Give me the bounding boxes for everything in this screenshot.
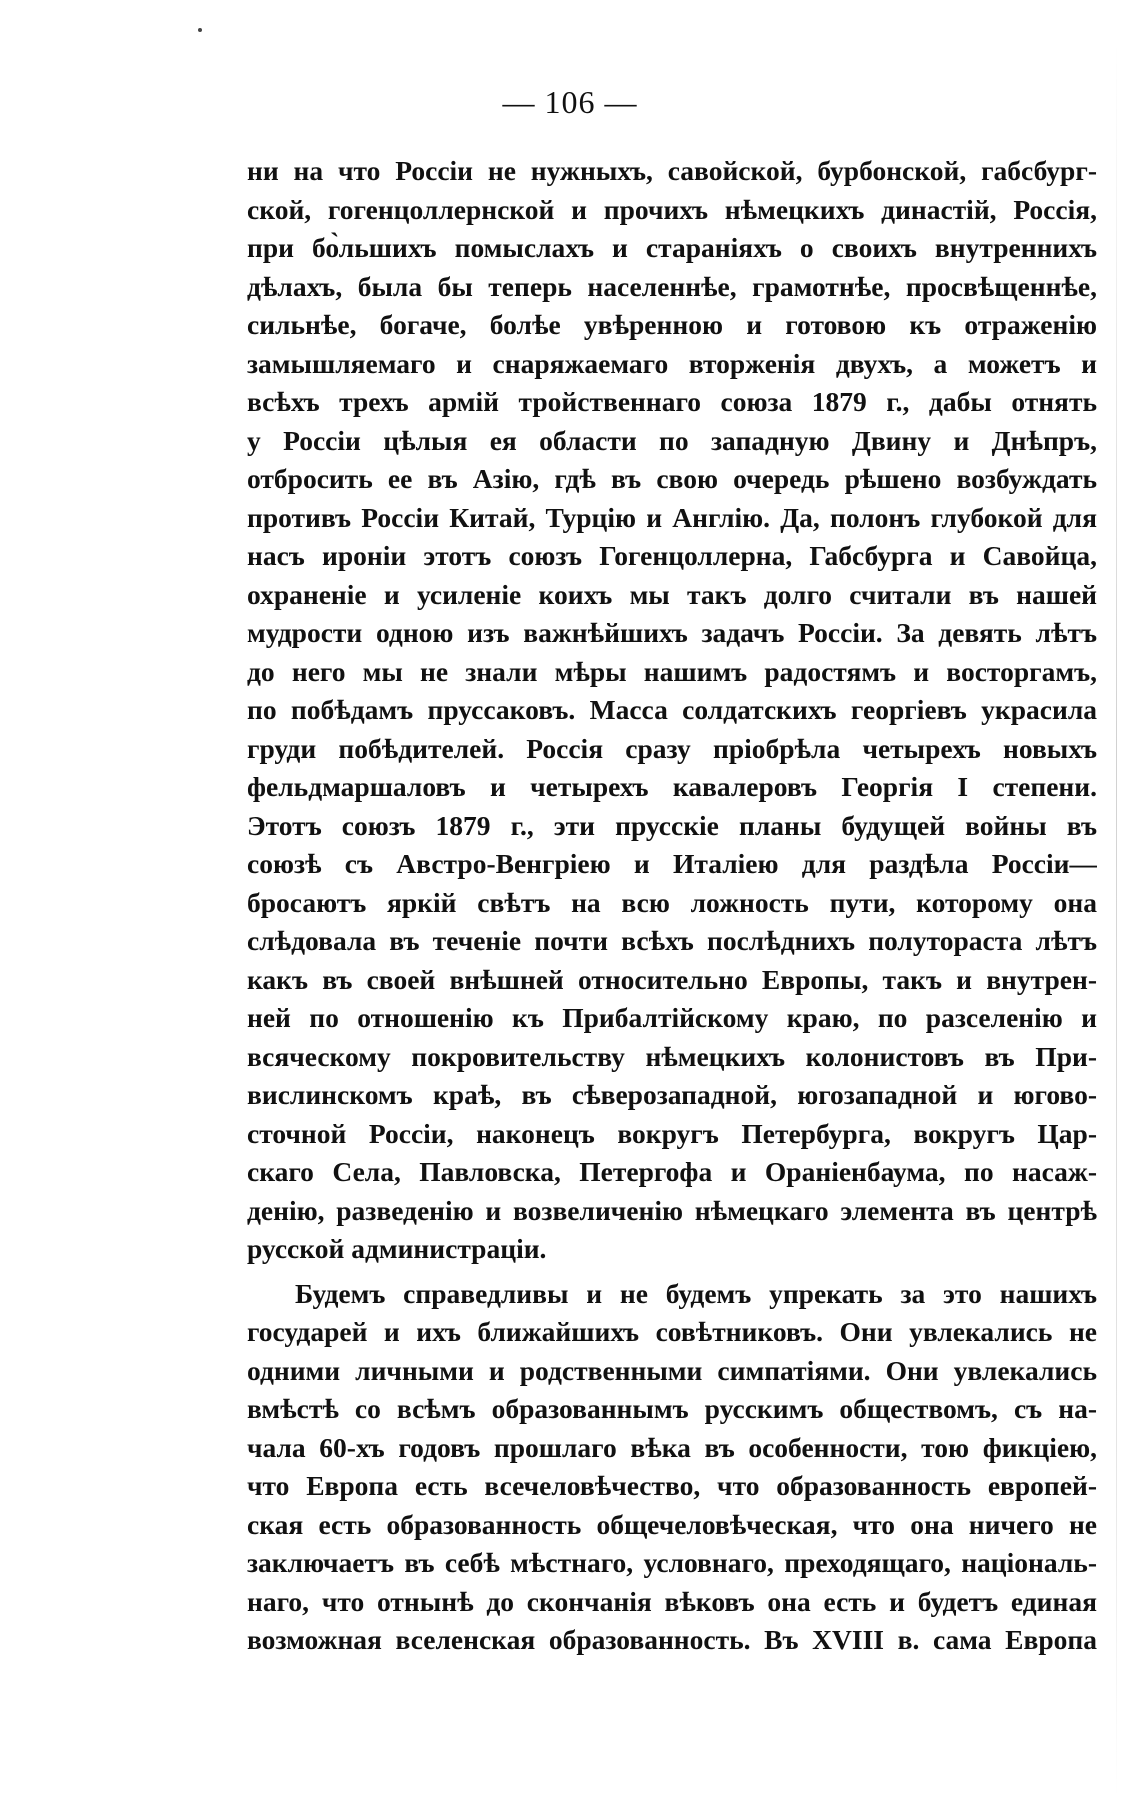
- text-line: груди побѣдителей. Россія сразу пріобрѣла четырехъ новыхъ: [247, 732, 1097, 764]
- text-line: всѣхъ трехъ армій тройственнаго союза 1879 г., дабы отнять: [247, 386, 1097, 417]
- text-line: ская есть образованность общечеловѣческая, что она ничего не: [247, 1508, 1097, 1540]
- text-line: Этотъ союзъ 1879 г., эти прусскіе планы будущей войны въ: [247, 809, 1097, 841]
- text-line: наго, что отнынѣ до скончанія вѣковъ она есть и будетъ единая: [247, 1585, 1097, 1617]
- text-line: отбросить ее въ Азію, гдѣ въ свою очередь рѣшено возбуждать: [247, 463, 1097, 494]
- text-line: государей и ихъ ближайшихъ совѣтниковъ. Они увлекались не: [247, 1316, 1097, 1347]
- text-line: мудрости одною изъ важнѣйшихъ задачъ Россіи. За девять лѣтъ: [247, 617, 1097, 648]
- text-line: насъ ироніи этотъ союзъ Гогенцоллерна, Габсбурга и Савойца,: [247, 540, 1097, 571]
- paragraph-1: [247, 152, 1097, 1269]
- text-line: вислинскомъ краѣ, въ сѣверозападной, югозападной и югово-: [247, 1079, 1097, 1110]
- text-line: сильнѣе, богаче, болѣе увѣренною и готовою къ отраженію: [247, 309, 1097, 340]
- text-line: бросаютъ яркій свѣтъ на всю ложность пути, которому она: [247, 886, 1097, 918]
- text-line: денію, разведенію и возвеличенію нѣмецкаго элемента въ центрѣ: [247, 1194, 1097, 1226]
- text-line: чала 60-хъ годовъ прошлаго вѣка въ особенности, тою фикціею,: [247, 1431, 1097, 1463]
- text-line: до него мы не знали мѣры нашимъ радостямъ и восторгамъ,: [247, 655, 1097, 687]
- text-line: русской администраціи.: [247, 1233, 547, 1264]
- text-line: ни на что Россіи не нужныхъ, савойской, бурбонской, габсбург-: [247, 155, 1097, 186]
- text-line: сточной Россіи, наконецъ вокругъ Петербурга, вокругъ Цар-: [247, 1117, 1097, 1149]
- paragraph-2: [247, 1275, 1097, 1660]
- text-line: заключаетъ въ себѣ мѣстнаго, условнаго, преходящаго, національ-: [247, 1547, 1097, 1578]
- text-line: охраненіе и усиленіе коихъ мы такъ долго считали въ нашей: [247, 578, 1097, 610]
- text-line: противъ Россіи Китай, Турцію и Англію. Да, полонъ глубокой для: [247, 501, 1097, 533]
- text-line: по побѣдамъ пруссаковъ. Масса солдатскихъ георгіевъ украсила: [247, 694, 1097, 725]
- text-line: всяческому покровительству нѣмецкихъ колонистовъ въ При-: [247, 1040, 1097, 1072]
- text-line: возможная вселенская образованность. Въ XVIII в. сама Европа: [247, 1624, 1097, 1655]
- text-line: у Россіи цѣлыя ея области по западную Двину и Днѣпръ,: [247, 424, 1097, 456]
- text-line: фельдмаршаловъ и четырехъ кавалеровъ Георгія I степени.: [247, 771, 1097, 802]
- text-line: ней по отношенію къ Прибалтійскому краю, по разселенію и: [247, 1002, 1097, 1033]
- scan-edge-shadow: [1116, 40, 1117, 1800]
- scan-speck: [198, 28, 202, 32]
- page-number: — 106 —: [502, 84, 638, 120]
- text-line: слѣдовала въ теченіе почти всѣхъ послѣднихъ полутораста лѣтъ: [247, 925, 1097, 956]
- text-line: вмѣстѣ со всѣмъ образованнымъ русскимъ обществомъ, съ на-: [247, 1393, 1097, 1424]
- text-line: замышляемаго и снаряжаемаго вторженія двухъ, а можетъ и: [247, 347, 1097, 379]
- text-line: союзѣ съ Австро-Венгріею и Италіею для раздѣла Россіи—: [247, 848, 1097, 879]
- text-line: что Европа есть всечеловѣчество, что образованность европей-: [247, 1470, 1097, 1501]
- text-line: при бо̀льшихъ помыслахъ и стараніяхъ о своихъ внутреннихъ: [247, 232, 1097, 263]
- text-line: Будемъ справедливы и не будемъ упрекать за это нашихъ: [295, 1277, 1097, 1309]
- text-line: скаго Села, Павловска, Петергофа и Ораніенбаума, по насаж-: [247, 1156, 1097, 1187]
- body-text: [247, 152, 1097, 1660]
- text-line: какъ въ своей внѣшней относительно Европы, такъ и внутрен-: [247, 963, 1097, 995]
- text-line: дѣлахъ, была бы теперь населеннѣе, грамотнѣе, просвѣщеннѣе,: [247, 270, 1097, 302]
- text-line: одними личными и родственными симпатіями. Они увлекались: [247, 1354, 1097, 1386]
- text-line: ской, гогенцоллернской и прочихъ нѣмецкихъ династій, Россія,: [247, 193, 1097, 225]
